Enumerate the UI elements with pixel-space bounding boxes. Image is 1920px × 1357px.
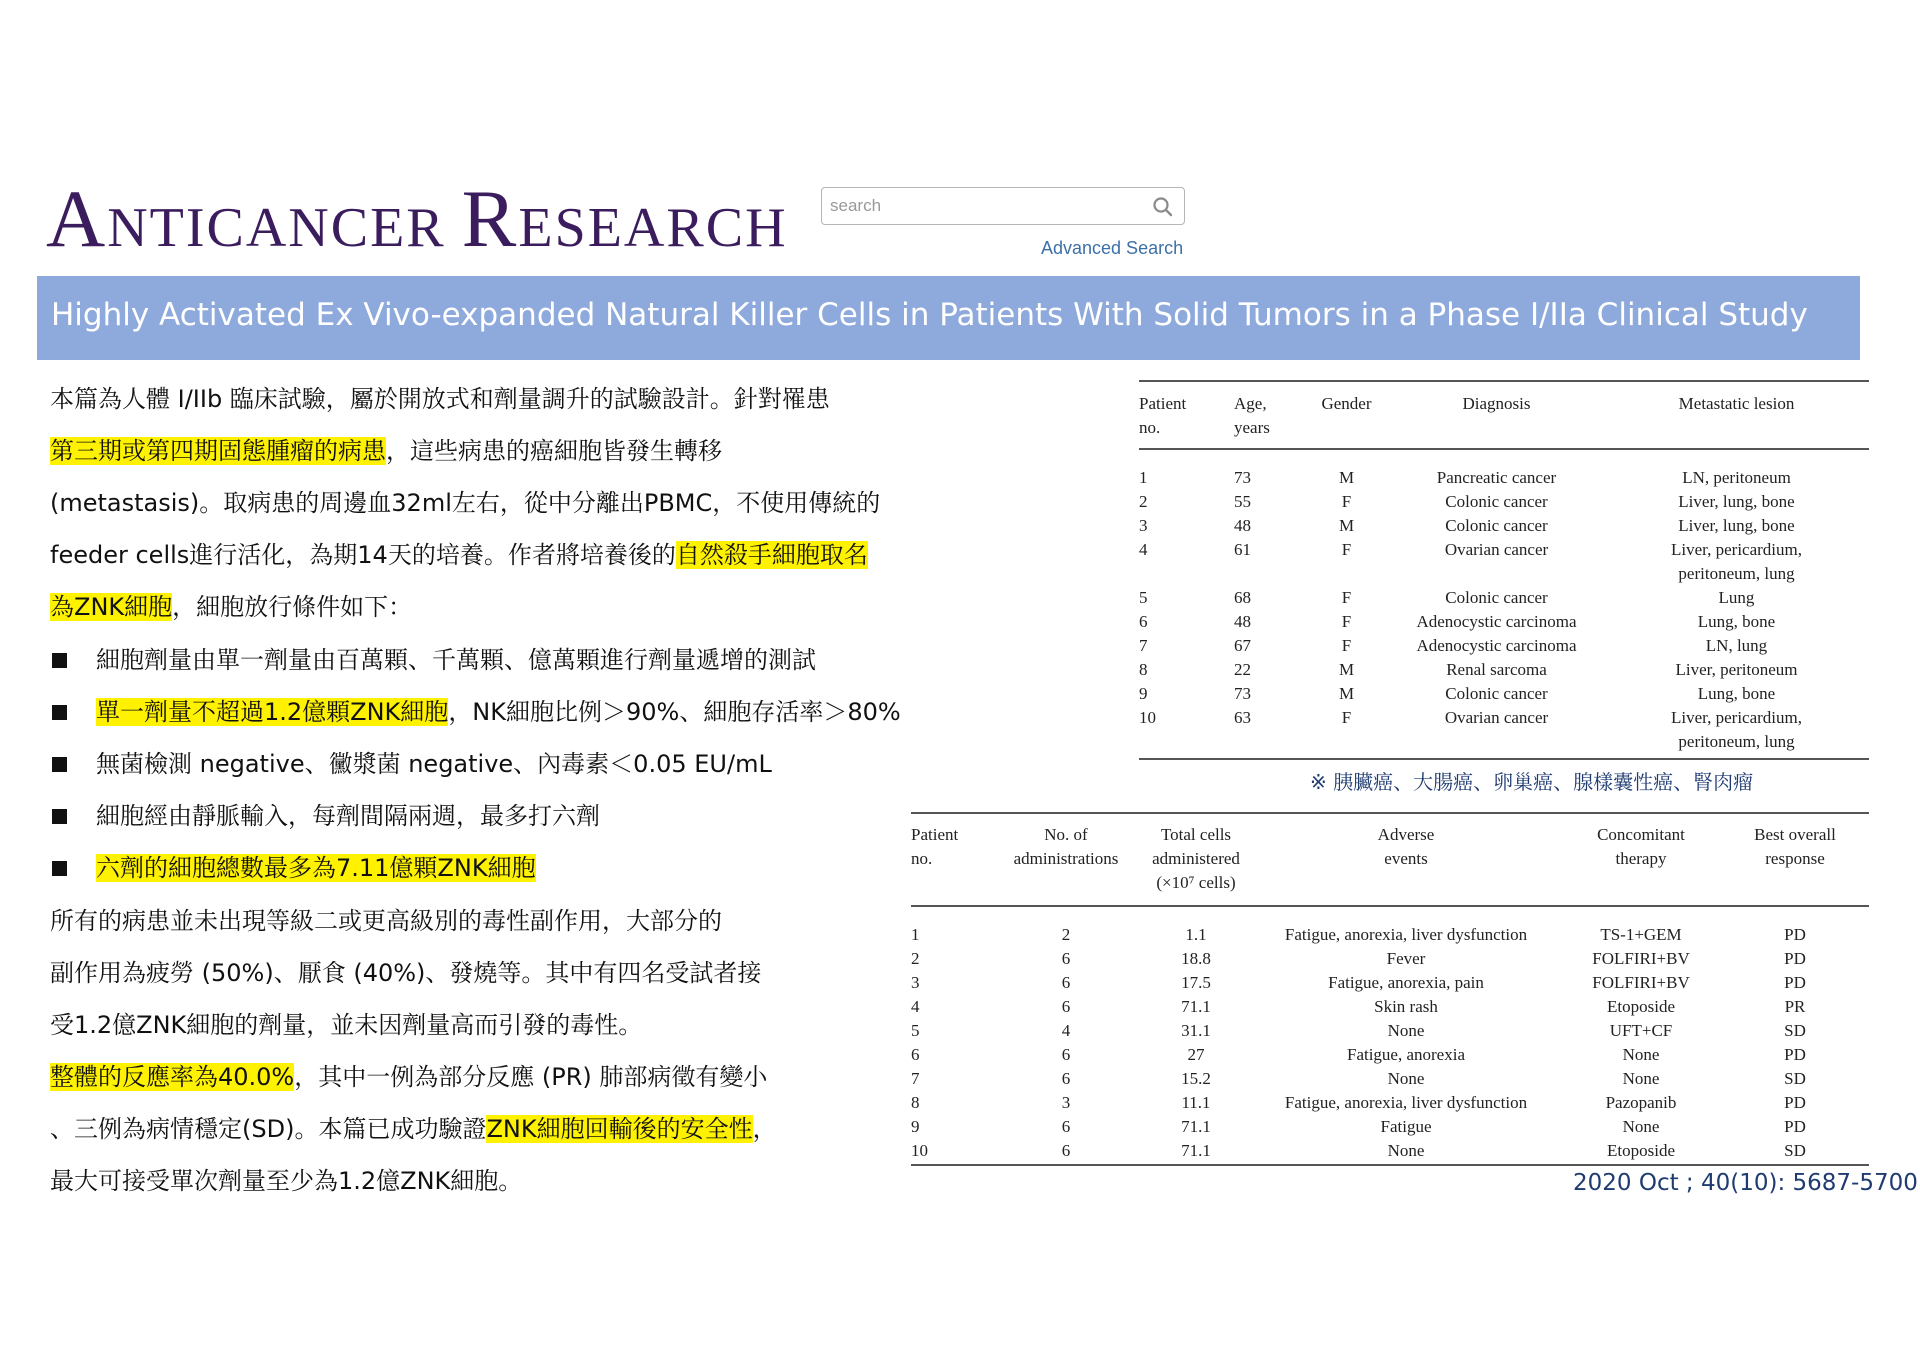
table-cell: 6 [1061,949,1071,968]
table-cell: Colonic cancer [1445,588,1548,607]
table-cell: Fatigue, anorexia [1346,1045,1465,1064]
column-header: Adverse events [1377,825,1435,868]
table-cell: M [1338,516,1355,535]
table-cell: SD [1784,1069,1806,1088]
summary-line: 為ZNK細胞，細胞放行條件如下： [50,593,413,621]
article-title-banner [37,276,1860,360]
table-cell: Lung, bone [1697,684,1776,703]
treatment-outcome-table [911,823,1869,1163]
table-cell: Colonic cancer [1445,492,1548,511]
table-cell: Renal sarcoma [1446,660,1547,679]
table-cell: PR [1784,997,1806,1016]
table-cell: 2 [1061,925,1071,944]
table-cell: Fatigue [1380,1117,1432,1136]
table-cell: 2 [911,949,920,968]
summary-line: 受1.2億ZNK細胞的劑量，並未因劑量高而引發的毒性。 [50,1011,643,1039]
table-cell: 6 [1061,1069,1071,1088]
table-cell: 1 [911,925,920,944]
table-cell: 8 [1139,660,1148,679]
table-row [911,923,1869,947]
table-cell: FOLFIRI+BV [1592,949,1690,968]
column-header: Age, years [1234,394,1270,437]
table-cell: Colonic cancer [1445,684,1548,703]
summary-line: 最大可接受單次劑量至少為1.2億ZNK細胞。 [50,1167,523,1195]
table-cell: 63 [1234,708,1251,727]
table1-bottom-rule [1139,758,1869,760]
summary-line: feeder cells進行活化，為期14天的培養。作者將培養後的自然殺手細胞取名 [50,541,868,569]
table-cell: 7 [911,1069,920,1088]
table-cell: Lung, bone [1697,612,1776,631]
summary-line: 整體的反應率為40.0%，其中一例為部分反應 (PR) 肺部病徵有變小 [50,1063,768,1091]
table-cell: Skin rash [1374,997,1438,1016]
bullet-square-icon [52,861,67,876]
table-cell: Fatigue, anorexia, liver dysfunction [1284,925,1528,944]
table-row [911,1019,1869,1043]
criteria-bullet: 無菌檢測 negative、黴漿菌 negative、內毒素＜0.05 EU/mL [96,750,772,778]
table-cell: 71.1 [1181,1117,1211,1136]
table-cell: TS-1+GEM [1600,925,1682,944]
table-cell: M [1338,468,1355,487]
column-header: Total cells administered (×10⁷ cells) [1152,825,1240,892]
table-cell: None [1622,1069,1660,1088]
table-cell: 3 [1061,1093,1071,1112]
table-cell: None [1387,1141,1425,1160]
summary-line: 第三期或第四期固態腫瘤的病患，這些病患的癌細胞皆發生轉移 [50,437,722,465]
table-cell: 71.1 [1181,997,1211,1016]
table-cell: 6 [1061,1045,1071,1064]
table-cell: 10 [1139,708,1156,727]
table-cell: PD [1784,1045,1806,1064]
table-row [1139,514,1869,538]
advanced-search-link[interactable]: Advanced Search [1041,238,1184,258]
table-cell: Liver, lung, bone [1678,492,1795,511]
table-cell: 6 [911,1045,920,1064]
table-cell: PD [1784,949,1806,968]
table-cell: 15.2 [1181,1069,1211,1088]
patient-characteristics-table [1139,392,1869,754]
table-cell: 73 [1234,468,1251,487]
table-cell: PD [1784,925,1806,944]
table-cell: 3 [1139,516,1148,535]
criteria-bullet [96,853,536,883]
table-cell: Fever [1386,949,1426,968]
table-cell: Liver, pericardium, peritoneum, lung [1670,540,1802,583]
table-cell: PD [1784,973,1806,992]
table-cell: 73 [1234,684,1251,703]
table-cell: 11.1 [1181,1093,1211,1112]
criteria-bullet: 單一劑量不超過1.2億顆ZNK細胞，NK細胞比例＞90%、細胞存活率＞80% [96,698,901,726]
column-header: Diagnosis [1462,394,1531,413]
table-row [911,995,1869,1019]
table-cell: 1 [1139,468,1148,487]
table-row [911,1139,1869,1163]
table-row [1139,490,1869,514]
table-cell: M [1338,660,1355,679]
table-cell: SD [1784,1141,1806,1160]
table-row [1139,610,1869,634]
table-cell: Etoposide [1607,1141,1675,1160]
summary-line: 、三例為病情穩定(SD)。本篇已成功驗證ZNK細胞回輸後的安全性， [50,1115,777,1143]
table-cell: 4 [1139,540,1148,559]
table-cell: PD [1784,1093,1806,1112]
table-cell: Liver, pericardium, peritoneum, lung [1670,708,1802,751]
table-cell: F [1341,636,1352,655]
table-cell: 9 [1139,684,1148,703]
criteria-bullet: 細胞經由靜脈輸入，每劑間隔兩週，最多打六劑 [96,802,600,830]
table-cell: 8 [911,1093,920,1112]
table-cell: F [1341,588,1352,607]
highlight: ZNK細胞回輸後的安全性 [486,1115,753,1143]
table-cell: Fatigue, anorexia, pain [1328,973,1484,992]
bullet-square-icon [52,705,67,720]
table-cell: 61 [1234,540,1251,559]
search-icon[interactable] [1152,196,1174,218]
summary-line: (metastasis)。取病患的周邊血32ml左右，從中分離出PBMC，不使用傳統的 [50,489,881,517]
table-row [1139,682,1869,706]
column-header: Best overall response [1754,825,1836,868]
table-cell: Liver, lung, bone [1678,516,1795,535]
column-header: Gender [1321,394,1372,413]
highlight: 六劑的細胞總數最多為7.11億顆ZNK細胞 [96,854,536,882]
citation: 2020 Oct ; 40(10): 5687-5700 [1573,1170,1918,1196]
table-cell: F [1341,708,1352,727]
logo-word-2-rest: ESEARCH [518,197,788,259]
table-row [1139,706,1869,754]
summary-line: 本篇為人體 I/IIb 臨床試驗，屬於開放式和劑量調升的試驗設計。針對罹患 [50,385,830,413]
table-cell: 55 [1234,492,1251,511]
table-cell: 27 [1187,1045,1205,1064]
table1-top-rule [1139,380,1869,382]
table-cell: Adenocystic carcinoma [1416,636,1577,655]
table-cell: 48 [1234,516,1251,535]
table-cell: LN, peritoneum [1682,468,1791,487]
table-cell: None [1622,1045,1660,1064]
table-row [1139,538,1869,586]
table-row [1139,466,1869,490]
table-cell: 48 [1234,612,1251,631]
table-cell: 6 [1061,973,1071,992]
table-cell: Fatigue, anorexia, liver dysfunction [1284,1093,1528,1112]
table2-bottom-rule [911,1164,1869,1166]
table-cell: Ovarian cancer [1444,708,1549,727]
highlight: 整體的反應率為40.0% [50,1063,295,1091]
table-cell: 4 [1061,1021,1071,1040]
column-header: No. of administrations [1013,825,1119,868]
table-cell: Pancreatic cancer [1436,468,1557,487]
table-cell: PD [1784,1117,1806,1136]
table-cell: 2 [1139,492,1148,511]
table-cell: None [1622,1117,1660,1136]
highlight: 第三期或第四期固態腫瘤的病患 [50,437,386,465]
table-row [1139,586,1869,610]
table-cell: Pazopanib [1605,1093,1677,1112]
column-header: Patient no. [1139,394,1187,437]
table-header-row [1139,392,1869,466]
table-cell: 68 [1234,588,1251,607]
table-cell: Etoposide [1607,997,1675,1016]
table-cell: SD [1784,1021,1806,1040]
bullet-square-icon [52,757,67,772]
table-cell: Lung [1718,588,1755,607]
table-cell: 22 [1234,660,1251,679]
search-input[interactable] [830,193,1130,219]
table-cell: FOLFIRI+BV [1592,973,1690,992]
table-cell: F [1341,492,1352,511]
table-cell: 18.8 [1181,949,1211,968]
table-header-row [911,823,1869,923]
search-box [821,187,1185,225]
table-cell: 31.1 [1181,1021,1211,1040]
highlight: 為ZNK細胞 [50,593,173,621]
logo-initial-r: R [461,173,519,264]
table-cell: M [1338,684,1355,703]
article-title: Highly Activated Ex Vivo-expanded Natural Killer Cells in Patients With Solid Tumors in a Phase I/IIa Clinical Study [51,297,1808,333]
table-cell: LN, lung [1705,636,1768,655]
table-cell: F [1341,540,1352,559]
table-cell: 71.1 [1181,1141,1211,1160]
table-cell: 5 [911,1021,920,1040]
table-row [911,1115,1869,1139]
table-cell: 10 [911,1141,928,1160]
criteria-bullet: 細胞劑量由單一劑量由百萬顆、千萬顆、億萬顆進行劑量遞增的測試 [96,646,816,674]
table-row [911,1091,1869,1115]
table-cell: 5 [1139,588,1148,607]
table-row [911,1067,1869,1091]
table-cell: 7 [1139,636,1148,655]
highlight: 自然殺手細胞取名 [675,541,868,569]
table-cell: 6 [1139,612,1148,631]
journal-logo[interactable] [46,173,788,264]
highlight: 單一劑量不超過1.2億顆ZNK細胞 [96,698,449,726]
table-cell: 4 [911,997,920,1016]
table-cell: 17.5 [1181,973,1211,992]
bullet-square-icon [52,809,67,824]
table-cell: Adenocystic carcinoma [1416,612,1577,631]
table-row [1139,658,1869,682]
table-cell: 67 [1234,636,1251,655]
table-cell: UFT+CF [1609,1021,1673,1040]
table-cell: 6 [1061,997,1071,1016]
table-cell: Ovarian cancer [1444,540,1549,559]
column-header: Concomitant therapy [1597,825,1685,868]
table-cell: 6 [1061,1141,1071,1160]
table-row [911,947,1869,971]
bullet-square-icon [52,653,67,668]
diagnosis-note: ※ 胰臟癌、大腸癌、卵巢癌、腺樣囊性癌、腎肉瘤 [1310,770,1754,794]
column-header: Patient no. [911,825,959,868]
table-row [911,971,1869,995]
table-cell: None [1387,1069,1425,1088]
table-cell: Liver, peritoneum [1675,660,1798,679]
table-cell: 1.1 [1185,925,1207,944]
logo-initial-a: A [46,173,108,264]
column-header: Metastatic lesion [1678,394,1795,413]
summary-line: 所有的病患並未出現等級二或更高級別的毒性副作用，大部分的 [50,907,722,935]
table-cell: F [1341,612,1352,631]
table-row [1139,634,1869,658]
table-cell: 3 [911,973,920,992]
table-cell: Colonic cancer [1445,516,1548,535]
table-row [911,1043,1869,1067]
table-cell: 9 [911,1117,920,1136]
table2-top-rule [911,812,1869,814]
summary-line: 副作用為疲勞 (50%)、厭食 (40%)、發燒等。其中有四名受試者接 [50,959,762,987]
logo-word-1-rest: NTICANCER [107,197,446,259]
table-cell: None [1387,1021,1425,1040]
table-cell: 6 [1061,1117,1071,1136]
